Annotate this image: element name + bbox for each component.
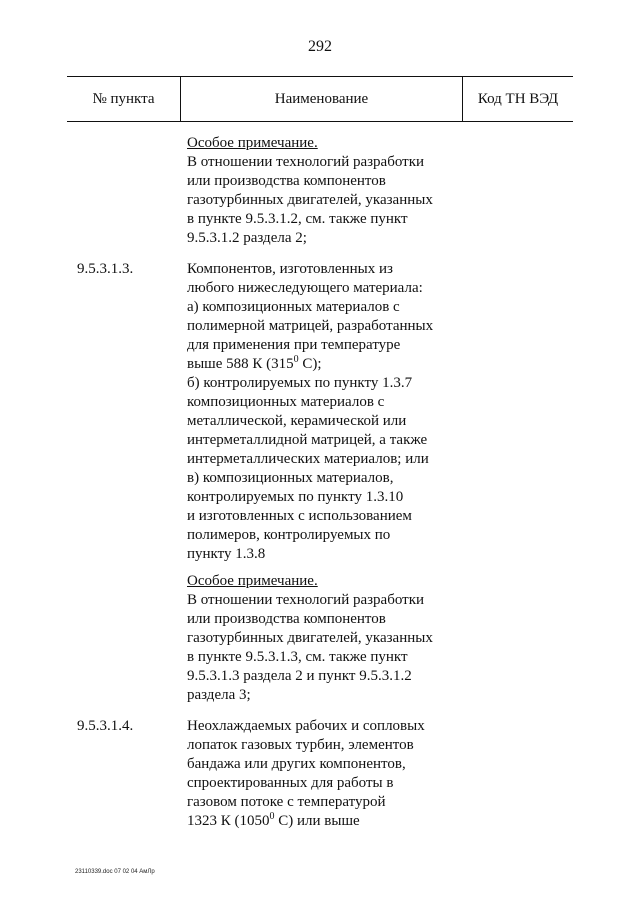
temp-suffix: С) или выше: [274, 813, 360, 829]
special-note-title: Особое примечание.: [187, 573, 318, 589]
table-body: [0, 134, 640, 831]
text-line: интерметаллических материалов; или: [187, 451, 429, 467]
text-line: для применения при температуре: [187, 337, 401, 353]
text-line: и изготовленных с использованием: [187, 508, 412, 524]
text-line: контролируемых по пункту 1.3.10: [187, 489, 404, 505]
text-line: любого нижеследующего материала:: [187, 280, 423, 296]
text-line: бандажа или других компонентов,: [187, 756, 406, 772]
item-description: [187, 717, 477, 831]
text-line: в) композиционных материалов,: [187, 470, 394, 486]
document-footer-code: 23110339.doc 07 02 04 АмЛр: [75, 869, 155, 875]
item-number: 9.5.3.1.4.: [77, 718, 134, 734]
table-header: [67, 76, 573, 122]
text-line: полимеров, контролируемых по: [187, 527, 391, 543]
table-row: [0, 717, 640, 831]
text-line: спроектированных для работы в: [187, 775, 394, 791]
text-line: 9.5.3.1.2 раздела 2;: [187, 230, 307, 246]
text-line: газовом потоке с температурой: [187, 794, 386, 810]
text-line: лопаток газовых турбин, элементов: [187, 737, 414, 753]
text-line: В отношении технологий разработки: [187, 154, 425, 170]
temp-prefix: 1323 К (1050: [187, 813, 270, 829]
temperature-line: [187, 355, 477, 374]
temp-suffix: С);: [298, 356, 322, 372]
text-line: Компонентов, изготовленных из: [187, 261, 393, 277]
special-note-block: [187, 134, 477, 248]
text-line: 9.5.3.1.3 раздела 2 и пункт 9.5.3.1.2: [187, 668, 412, 684]
text-line: или производства компонентов: [187, 173, 386, 189]
degree-superscript: 0: [269, 811, 275, 822]
text-line: пункту 1.3.8: [187, 546, 266, 562]
table-row: [0, 260, 640, 705]
text-line: металлической, керамической или: [187, 413, 407, 429]
text-line: в пункте 9.5.3.1.3, см. также пункт: [187, 649, 408, 665]
temperature-line: [187, 812, 477, 831]
header-name: Наименование: [181, 77, 463, 121]
special-note-title: Особое примечание.: [187, 135, 318, 151]
text-line: В отношении технологий разработки: [187, 592, 425, 608]
text-line: а) композиционных материалов с: [187, 299, 400, 315]
page-number: 292: [308, 38, 332, 55]
text-line: в пункте 9.5.3.1.2, см. также пункт: [187, 211, 408, 227]
text-line: газотурбинных двигателей, указанных: [187, 192, 433, 208]
text-line: раздела 3;: [187, 687, 251, 703]
degree-superscript: 0: [293, 354, 299, 365]
temp-prefix: выше 588 К (315: [187, 356, 294, 372]
header-tn-ved-code: Код ТН ВЭД: [477, 91, 559, 107]
text-line: б) контролируемых по пункту 1.3.7: [187, 375, 413, 391]
text-line: композиционных материалов с: [187, 394, 385, 410]
item-description: [187, 260, 477, 705]
table-row: [0, 134, 640, 248]
text-line: или производства компонентов: [187, 611, 386, 627]
text-line: газотурбинных двигателей, указанных: [187, 630, 433, 646]
text-line: интерметаллидной матрицей, а также: [187, 432, 428, 448]
header-item-number: № пункта: [67, 77, 181, 121]
text-line: полимерной матрицей, разработанных: [187, 318, 434, 334]
item-number: 9.5.3.1.3.: [77, 261, 134, 277]
text-line: Неохлаждаемых рабочих и сопловых: [187, 718, 425, 734]
